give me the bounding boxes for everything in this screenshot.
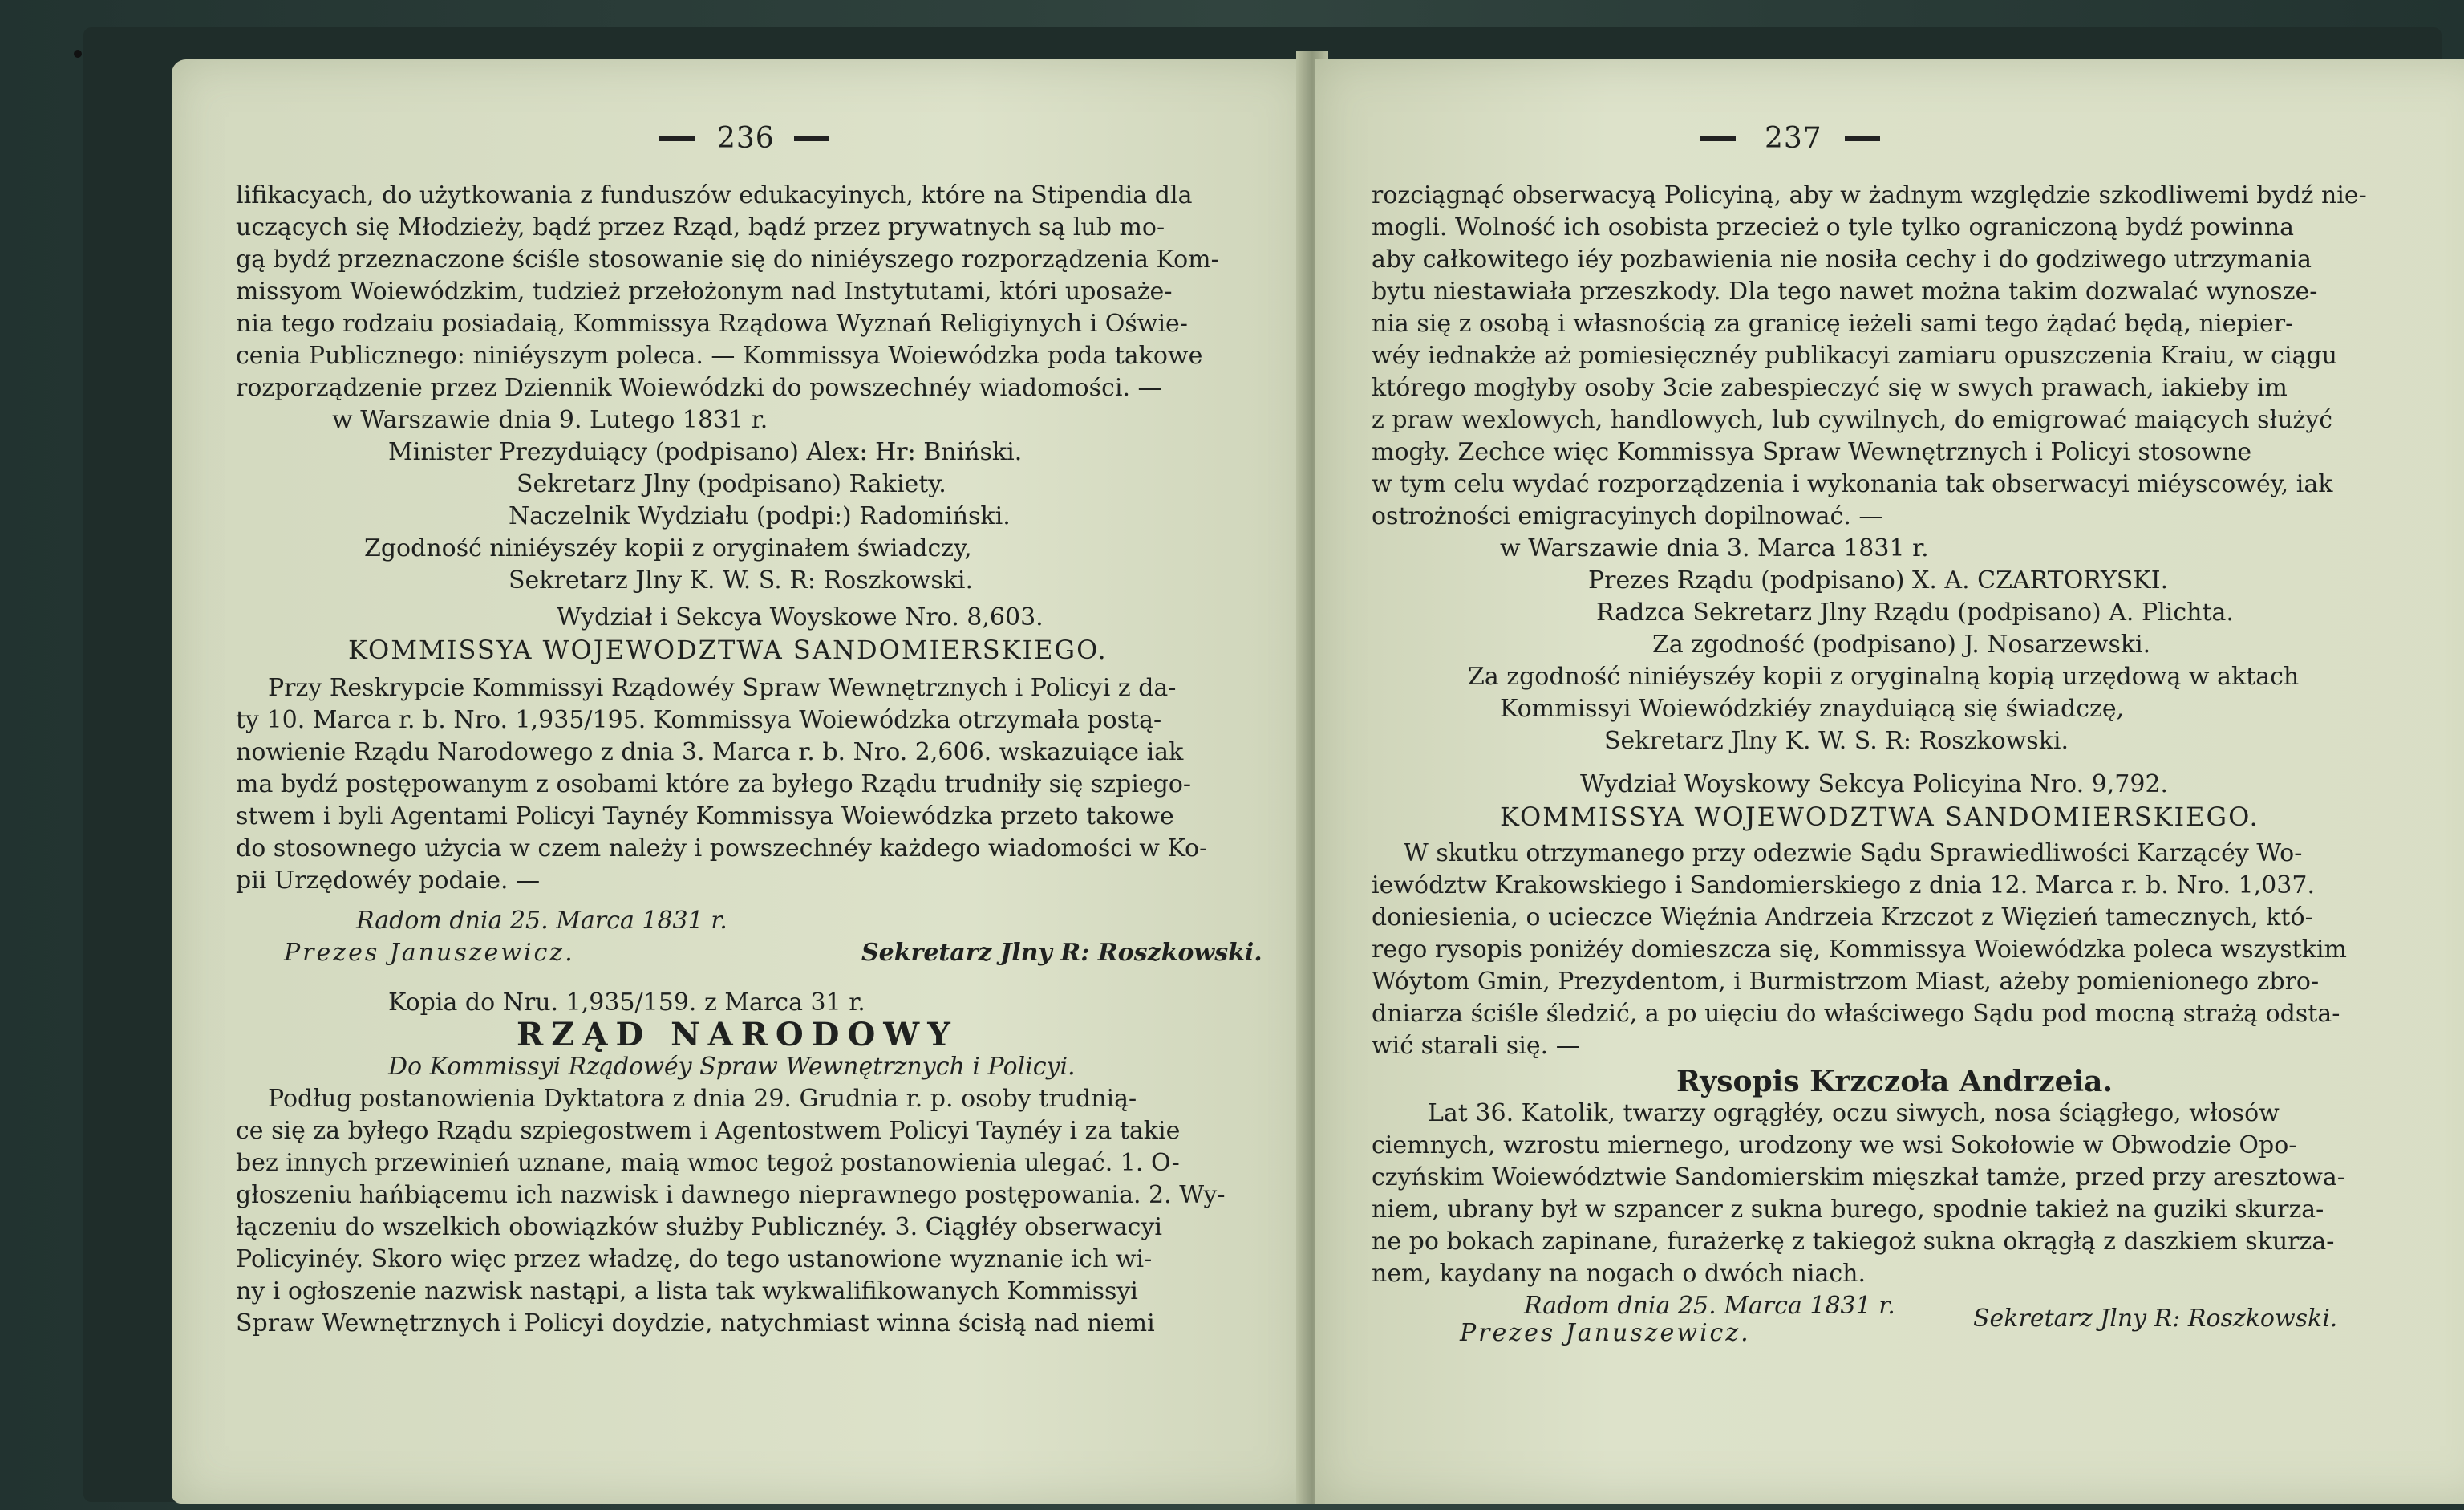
signatory-line: Sekretarz Jlny (podpisano) Rakiety. — [517, 470, 946, 498]
place-date-line: Radom dnia 25. Marca 1831 r. — [356, 907, 727, 935]
ink-mark — [74, 50, 82, 58]
text-line: rego rysopis poniżéy domieszcza się, Kommissya Woiewódzka poleca wszystkim — [1372, 936, 2347, 964]
right-page — [1315, 59, 2464, 1504]
text-line: rozporządzenie przez Dziennik Woiewódzki do powszechnéy wiadomości. — — [236, 374, 1162, 402]
left-top-block — [236, 180, 1295, 404]
text-line: mogły. Zechce więc Kommissya Spraw Wewnętrznych i Policyi stosowne — [1372, 438, 2252, 466]
text-line: Wóytom Gmin, Prezydentom, i Burmistrzom Miast, ażeby pomienionego zbro- — [1372, 968, 2320, 996]
folio-dash — [794, 136, 829, 141]
folio-dash — [1845, 136, 1880, 141]
left-text-column — [236, 180, 1295, 1340]
text-line: aby całkowitego iéy pozbawienia nie nosiła cechy i do godziwego utrzymania — [1372, 246, 2312, 274]
text-line: bytu niestawiała przeszkody. Dla tego nawet można takim dozwalać wynosze- — [1372, 278, 2318, 306]
text-line: wić starali się. — — [1372, 1032, 1580, 1060]
signatory-line: Minister Prezyduiący (podpisano) Alex: Hr: Bniński. — [388, 438, 1023, 466]
text-line: lifikacyach, do użytkowania z funduszów edukacyinych, które na Stipendia dla — [236, 181, 1193, 209]
signatory-line: Sekretarz Jlny K. W. S. R: Roszkowski. — [509, 566, 974, 595]
text-line: nem, kaydany na nogach o dwóch niach. — [1372, 1260, 1866, 1288]
rysopis-heading: Rysopis Krzczoła Andrzeia. — [1676, 1065, 2113, 1098]
big-heading: RZĄD NARODOWY — [517, 1016, 958, 1053]
signatory-line: Radzca Sekretarz Jlny Rządu (podpisano) A. Plichta. — [1596, 599, 2234, 627]
text-line: cenia Publicznego: niniéyszym poleca. — Kommissya Woiewódzka poda takowe — [236, 342, 1203, 370]
signatory-line: Prezes Rządu (podpisano) X. A. CZARTORYSKI. — [1588, 566, 2169, 595]
text-line: mogli. Wolność ich osobista przecież o tyle tylko ograniczoną bydź powinna — [1372, 213, 2295, 242]
text-line: nowienie Rządu Narodowego z dnia 3. Marca r. b. Nro. 2,606. wskazuiące iak — [236, 738, 1184, 766]
signatory-line: Naczelnik Wydziału (podpi:) Radomiński. — [509, 502, 1011, 530]
text-line: ma bydź postępowanym z osobami które za byłego Rządu trudniły się szpiego- — [236, 770, 1192, 798]
right-page-number: 237 — [1765, 122, 1822, 155]
text-line: stwem i byli Agentami Policyi Taynéy Kommissya Woiewódzka przeto takowe — [236, 802, 1174, 830]
text-line: dniarza ściśle śledzić, a po uięciu do właściwego Sądu pod mocną strażą odsta- — [1372, 1000, 2340, 1028]
text-line: wéy iednakże aż pomiesięcznéy publikacyi zamiaru opuszczenia Kraiu, w ciągu — [1372, 342, 2337, 370]
text-line: ce się za byłego Rządu szpiegostwem i Agentostwem Policyi Taynéy i za takie — [236, 1117, 1181, 1145]
date-line: w Warszawie dnia 9. Lutego 1831 r. — [332, 406, 768, 434]
copy-reference-line: Kopia do Nru. 1,935/159. z Marca 31 r. — [388, 988, 865, 1017]
folio-dash — [659, 136, 695, 141]
signatory-line: Zgodność niniéyszéy kopii z oryginałem świadczy, — [364, 534, 972, 562]
right-top-block — [1372, 180, 2464, 533]
text-line: uczących się Młodzieży, bądź przez Rząd, bądź przez prywatnych są lub mo- — [236, 213, 1165, 242]
signatory-line: Za zgodność (podpisano) J. Nosarzewski. — [1652, 631, 2151, 659]
text-line: iewództw Krakowskiego i Sandomierskiego z dnia 12. Marca r. b. Nro. 1,037. — [1372, 871, 2315, 899]
text-line: czyńskim Woiewództwie Sandomierskim mięszkał tamże, przed przy aresztowa- — [1372, 1163, 2345, 1191]
text-line: ty 10. Marca r. b. Nro. 1,935/195. Kommissya Woiewódzka otrzymała postą- — [236, 706, 1162, 734]
text-line: pii Urzędowéy podaie. — — [236, 867, 541, 895]
text-line: do stosownego użycia w czem należy i powszechnéy każdego wiadomości w Ko- — [236, 834, 1208, 863]
text-line: Lat 36. Katolik, twarzy ogrągłéy, oczu siwych, nosa ściągłego, włosów — [1428, 1099, 2280, 1127]
section-heading: KOMMISSYA WOJEWODZTWA SANDOMIERSKIEGO. — [1500, 802, 2259, 832]
rysopis-block — [1372, 1098, 2464, 1290]
left-page-number: 236 — [717, 122, 775, 155]
signature-left: Prezes Januszewicz. — [1460, 1319, 1751, 1347]
signatory-line: Za zgodność niniéyszéy kopii z oryginalną kopią urzędową w aktach — [1468, 663, 2300, 691]
text-line: ne po bokach zapinane, furażerkę z takiegoż sukna okrągłą z daszkiem skurza- — [1372, 1228, 2335, 1256]
text-line: niem, ubrany był w szpancer z sukna burego, spodnie takież na guziki skurza- — [1372, 1195, 2324, 1224]
left-page — [172, 59, 1311, 1504]
text-line: Podług postanowienia Dyktatora z dnia 29. Grudnia r. p. osoby trudnią- — [268, 1085, 1137, 1113]
left-final-block — [236, 1083, 1295, 1340]
text-line: ny i ogłoszenie nazwisk nastąpi, a lista tak wykwalifikowanych Kommissyi — [236, 1277, 1138, 1305]
text-line: gą bydź przeznaczone ściśle stosowanie się do niniéyszego rozporządzenia Kom- — [236, 246, 1219, 274]
text-line: bez innych przewinień uznane, maią wmoc tegoż postanowienia ulegać. 1. O- — [236, 1149, 1180, 1177]
text-line: nia tego rodzaiu posiadaią, Kommissya Rządowa Wyznań Religiynych i Oświe- — [236, 310, 1188, 338]
text-line: W skutku otrzymanego przy odezwie Sądu Sprawiedliwości Karzącéy Wo- — [1404, 839, 2303, 867]
book-spread — [83, 27, 2442, 1502]
folio-dash — [1700, 136, 1736, 141]
text-line: z praw wexlowych, handlowych, lub cywilnych, do emigrować maiących służyć — [1372, 406, 2333, 434]
signature-right: Sekretarz Jlny R: Roszkowski. — [861, 939, 1262, 967]
signature-row — [236, 937, 1295, 976]
signatory-line: Sekretarz Jlny K. W. S. R: Roszkowski. — [1604, 727, 2069, 755]
signature-right: Sekretarz Jlny R: Roszkowski. — [1973, 1305, 2338, 1333]
place-date-line: Radom dnia 25. Marca 1831 r. — [1524, 1292, 1895, 1320]
text-line: nia się z osobą i własnością za granicę ieżeli sami tego żądać będą, niepier- — [1372, 310, 2294, 338]
text-line: ostrożności emigracyinych dopilnować. — — [1372, 502, 1883, 530]
text-line: ciemnych, wzrostu miernego, urodzony we wsi Sokołowie w Obwodzie Opo- — [1372, 1131, 2297, 1159]
department-line: Wydział Woyskowy Sekcya Policyina Nro. 9,792. — [1580, 770, 2169, 798]
text-line: którego mogłyby osoby 3cie zabespieczyć się w swych prawach, iakieby im — [1372, 374, 2288, 402]
right-body-block — [1372, 838, 2464, 1062]
left-body-block — [236, 672, 1295, 897]
text-line: rozciągnąć obserwacyą Policyiną, aby w żadnym względzie szkodliwemi bydź nie- — [1372, 181, 2367, 209]
date-line: w Warszawie dnia 3. Marca 1831 r. — [1500, 534, 1929, 562]
text-line: głoszeniu hańbiącemu ich nazwisk i dawnego nieprawnego postępowania. 2. Wy- — [236, 1181, 1226, 1209]
section-heading: KOMMISSYA WOJEWODZTWA SANDOMIERSKIEGO. — [348, 635, 1108, 665]
department-line: Wydział i Sekcya Woyskowe Nro. 8,603. — [557, 603, 1044, 631]
text-line: łączeniu do wszelkich obowiązków służby Publicznéy. 3. Ciągłéy obserwacyi — [236, 1213, 1162, 1241]
text-line: missyom Woiewódzkim, tudzież przełożonym nad Instytutami, któri uposaże- — [236, 278, 1173, 306]
text-line: Policyinéy. Skoro więc przez władzę, do tego ustanowione wyznanie ich wi- — [236, 1245, 1153, 1273]
text-line: Spraw Wewnętrznych i Policyi doydzie, natychmiast winna ścisłą nad niemi — [236, 1309, 1155, 1337]
signature-left: Prezes Januszewicz. — [284, 939, 575, 967]
right-text-column — [1372, 180, 2464, 1361]
addressee-line: Do Kommissyi Rządowéy Spraw Wewnętrznych i Policyi. — [388, 1053, 1076, 1081]
text-line: w tym celu wydać rozporządzenia i wykonania tak obserwacyi miéyscowéy, iak — [1372, 470, 2333, 498]
signatory-line: Kommissyi Woiewódzkiéy znayduiącą się świadczę, — [1500, 695, 2125, 723]
text-line: doniesienia, o ucieczce Więźnia Andrzeia Krzczot z Więzień tamecznych, któ- — [1372, 903, 2313, 932]
text-line: Przy Reskrypcie Kommissyi Rządowéy Spraw Wewnętrznych i Policyi z da- — [268, 674, 1177, 702]
